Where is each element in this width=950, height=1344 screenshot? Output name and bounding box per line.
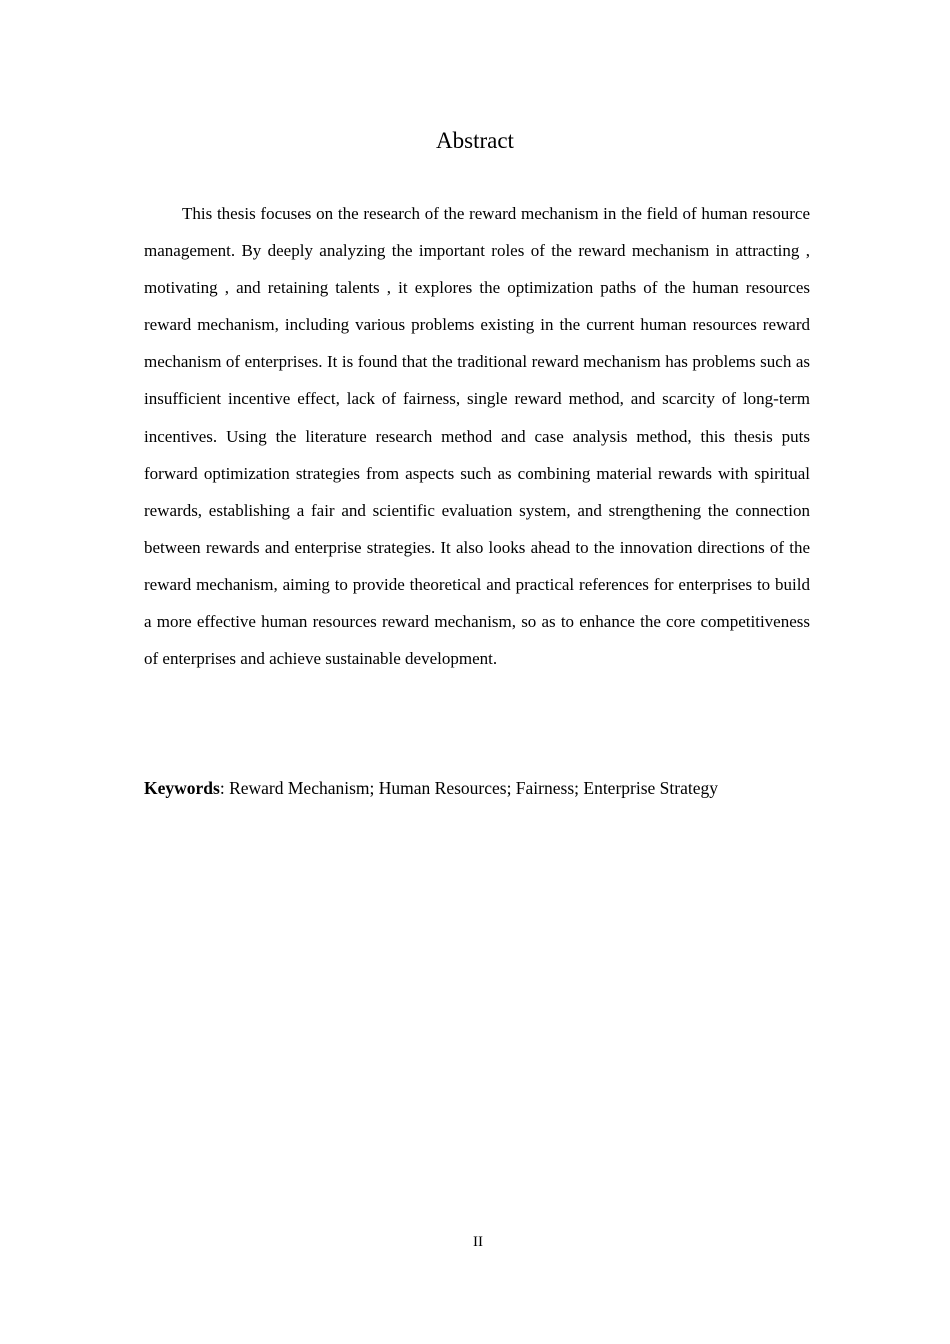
keywords-label: Keywords [144, 778, 220, 798]
abstract-title: Abstract [436, 128, 514, 153]
keywords-line [144, 773, 810, 803]
keywords-separator: : [219, 778, 230, 798]
abstract-paragraph: This thesis focuses on the research of the reward mechanism in the field of human resource management. By deeply analyzing the important roles of the reward mechanism in attracting , motivating , and retaining talents , it explores the optimization paths of the human resources reward mechanism, including various problems existing in the current human resources reward mechanism of enterprises. It is found that the traditional reward mechanism has problems such as insufficient incentive effect, lack of fairness, single reward method, and scarcity of long-term incentives. Using the literature research method and case analysis method, this thesis puts forward optimization strategies from aspects such as combining material rewards with spiritual rewards, establishing a fair and scientific evaluation system, and strengthening the connection between rewards and enterprise strategies. It also looks ahead to the innovation directions of the reward mechanism, aiming to provide theoretical and practical references for enterprises to build a more effective human resources reward mechanism, so as to enhance the core competitiveness of enterprises and achieve sustainable development. [144, 204, 810, 669]
page-number: II [473, 1234, 483, 1250]
keywords-text: Reward Mechanism; Human Resources; Fairness; Enterprise Strategy [229, 778, 718, 798]
